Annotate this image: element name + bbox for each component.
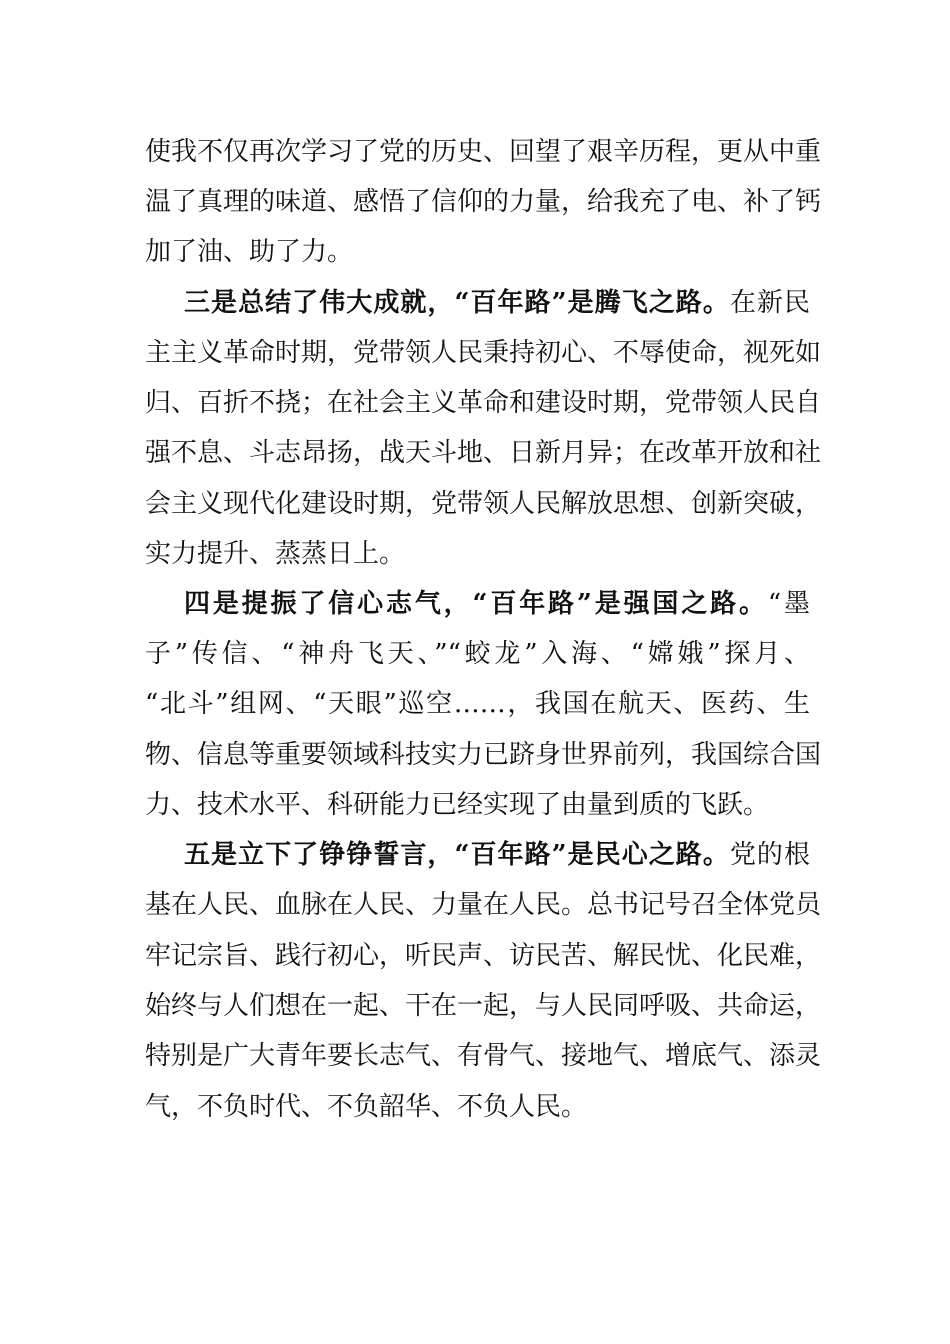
text-run: 主主义革命时期，党带领人民秉持初心、不辱使命，视死如	[145, 338, 822, 368]
text-run: 在新民	[729, 288, 810, 318]
paragraph-4-heading: 五是立下了铮铮誓言，“百年路”是民心之路。	[184, 840, 730, 870]
text-run: “北斗”组网、“天眼”巡空……，我国在航天、医药、生	[145, 689, 810, 719]
paragraph-2-line-2	[145, 333, 822, 373]
paragraph-4-line-4	[145, 986, 822, 1026]
paragraph-1-line-2	[145, 182, 822, 222]
paragraph-4-line-1	[184, 835, 810, 875]
text-run: 使我不仅再次学习了党的历史、回望了艰辛历程，更从中重	[145, 137, 822, 167]
text-run: 牢记宗旨、践行初心，听民声、访民苦、解民忧、化民难，	[145, 941, 822, 971]
text-run: 党的根	[729, 840, 810, 870]
paragraph-2-line-1	[184, 283, 810, 323]
text-run: 强不息、斗志昂扬，战天斗地、日新月异；在改革开放和社	[145, 438, 822, 468]
text-run: 特别是广大青年要长志气、有骨气、接地气、增底气、添灵	[145, 1041, 822, 1071]
text-run: 气，不负时代、不负韶华、不负人民。	[145, 1092, 588, 1122]
text-run: 实力提升、蒸蒸日上。	[145, 539, 406, 569]
text-run: 加了油、助了力。	[145, 237, 354, 267]
paragraph-4-line-3	[145, 936, 822, 976]
paragraph-3-line-4	[145, 735, 822, 775]
paragraph-1-line-1	[145, 132, 822, 172]
text-run: 会主义现代化建设时期，党带领人民解放思想、创新突破，	[145, 489, 822, 519]
paragraph-4-line-2	[145, 885, 822, 925]
paragraph-4-line-5	[145, 1036, 822, 1076]
paragraph-2-line-3	[145, 383, 822, 423]
paragraph-3-line-5	[145, 785, 810, 825]
paragraph-2-heading: 三是总结了伟大成就，“百年路”是腾飞之路。	[184, 288, 730, 318]
paragraph-3-line-2	[145, 634, 810, 674]
text-run: 物、信息等重要领域科技实力已跻身世界前列，我国综合国	[145, 740, 822, 770]
paragraph-2-line-6	[145, 534, 810, 574]
paragraph-2-line-4	[145, 433, 822, 473]
paragraph-1-line-3	[145, 232, 810, 272]
text-run: 基在人民、血脉在人民、力量在人民。总书记号召全体党员	[145, 890, 822, 920]
paragraph-3-line-3	[145, 684, 810, 724]
paragraph-3-heading: 四是提振了信心志气，“百年路”是强国之路。	[184, 589, 768, 619]
text-run: 归、百折不挠；在社会主义革命和建设时期，党带领人民自	[145, 388, 822, 418]
text-run: 力、技术水平、科研能力已经实现了由量到质的飞跃。	[145, 790, 770, 820]
text-run: “墨	[767, 589, 810, 619]
text-run: 子”传信、“神舟飞天、”“蛟龙”入海、“嫦娥”探月、	[145, 639, 810, 669]
paragraph-4-line-6	[145, 1087, 810, 1127]
text-run: 温了真理的味道、感悟了信仰的力量，给我充了电、补了钙	[145, 187, 822, 217]
text-run: 始终与人们想在一起、干在一起，与人民同呼吸、共命运，	[145, 991, 822, 1021]
paragraph-2-line-5	[145, 484, 822, 524]
paragraph-3-line-1	[184, 584, 810, 624]
